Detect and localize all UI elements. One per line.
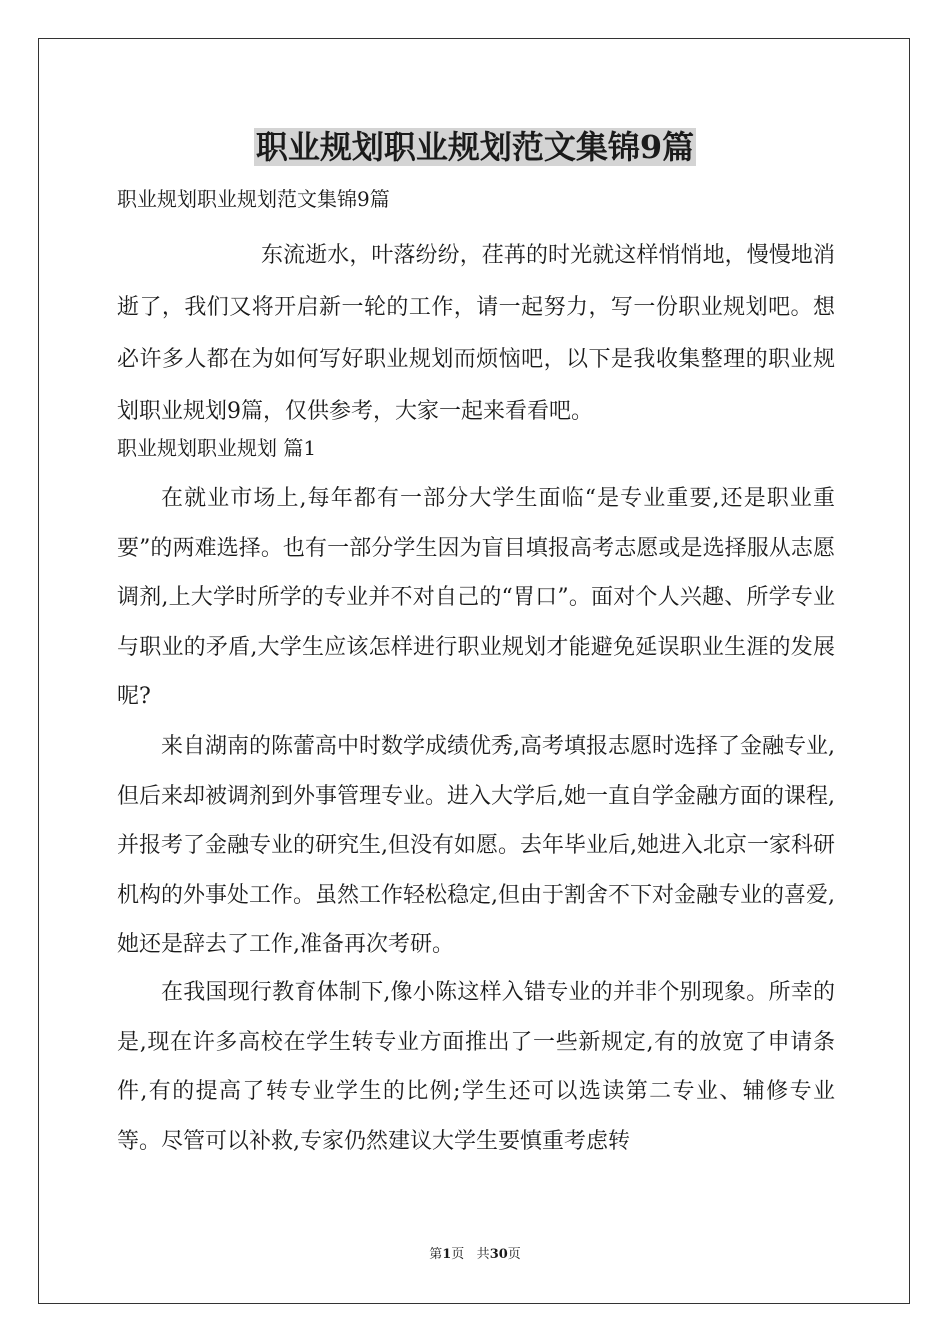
footer-total-prefix: 共 xyxy=(476,1247,490,1262)
footer-total-pages: 30 xyxy=(489,1247,508,1262)
body-paragraph-2: 来自湖南的陈蕾高中时数学成绩优秀,高考填报志愿时选择了金融专业,但后来却被调剂到外事管理专业。进入大学后,她一直自学金融方面的课程,并报考了金融专业的研究生,但没有如愿。去年毕业后,她进入北京一家科研机构的外事处工作。虽然工作轻松稳定,但由于割舍不下对金融专业的喜爱,她还是辞去了工作,准备再次考研。 xyxy=(117,734,835,957)
intro-paragraph: 东流逝水，叶落纷纷，荏苒的时光就这样悄悄地，慢慢地消逝了，我们又将开启新一轮的工作，请一起努力，写一份职业规划吧。想必许多人都在为如何写好职业规划而烦恼吧，以下是我收集整理的职业规划职业规划9篇，仅供参考，大家一起来看看吧。 xyxy=(117,243,835,424)
document-title xyxy=(0,124,950,170)
body-paragraph-1: 在就业市场上,每年都有一部分大学生面临“是专业重要,还是职业重要”的两难选择。也有一部分学生因为盲目填报高考志愿或是选择服从志愿调剂,上大学时所学的专业并不对自己的“胃口”。面对个人兴趣、所学专业与职业的矛盾,大学生应该怎样进行职业规划才能避免延误职业生涯的发展呢? xyxy=(117,486,835,709)
footer-page-number: 1 xyxy=(442,1247,452,1262)
section-heading: 职业规划职业规划 篇1 xyxy=(117,436,317,460)
footer-total-suffix: 页 xyxy=(507,1247,521,1262)
footer-page-suffix: 页 xyxy=(451,1247,465,1262)
document-title-text: 职业规划职业规划范文集锦9篇 xyxy=(255,128,695,166)
page-footer xyxy=(0,1246,950,1264)
footer-page-prefix: 第 xyxy=(429,1247,443,1262)
document-subtitle: 职业规划职业规划范文集锦9篇 xyxy=(117,187,390,211)
body-paragraph-3: 在我国现行教育体制下,像小陈这样入错专业的并非个别现象。所幸的是,现在许多高校在学生转专业方面推出了一些新规定,有的放宽了申请条件,有的提高了转专业学生的比例;学生还可以选读第二专业、辅修专业等。尽管可以补救,专家仍然建议大学生要慎重考虑转 xyxy=(117,980,835,1154)
